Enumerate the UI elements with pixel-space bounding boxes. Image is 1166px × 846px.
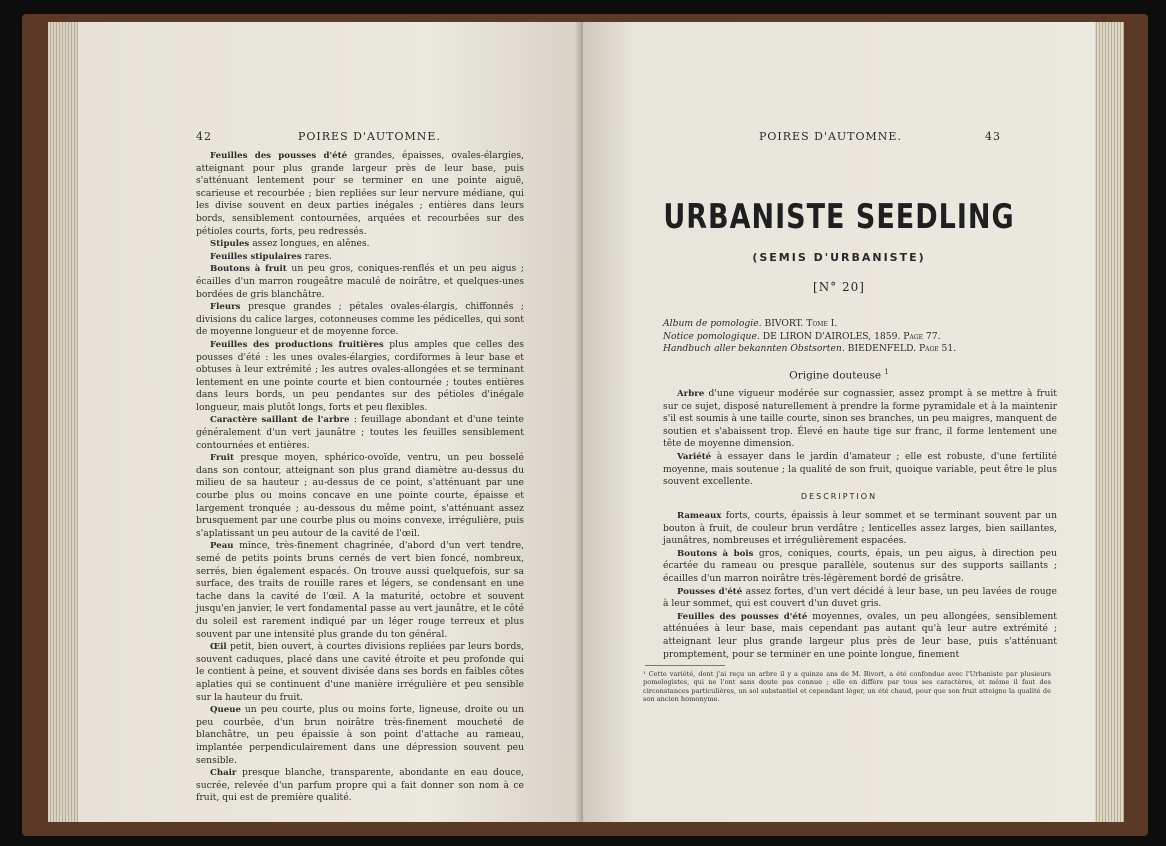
origin-note-mark: 1 — [884, 368, 889, 376]
right-page — [583, 22, 1095, 822]
left-paragraph-lead: Caractère saillant de l'arbre — [210, 415, 350, 426]
description-paragraph-text: forts, courts, épaissis à leur sommet et se terminant souvent par un bouton à fruit, de couleur brun verdâtre ; lenticelles assez larges, bien saillantes, jaunâtres, nombreuses et irrégulièrement espacées. — [663, 510, 1057, 547]
description-paragraph-lead: Pousses d'été — [677, 586, 743, 597]
left-paragraph-text: rares. — [301, 250, 332, 262]
left-paragraph — [196, 767, 524, 805]
origin-paragraph-lead: Variété — [677, 451, 712, 462]
right-running-head: POIRES D'AUTOMNE. — [759, 130, 902, 143]
left-paragraph-text: mince, très-finement chagrinée, d'abord d'un vert tendre, semé de petits points bruns cernés de vert bien foncé, nombreux, serrés, bien également espacés. On trouve aussi quelquefois, sur sa surface, des traits de rouille rares et légers, se condensant en une tache dans la cavité de l'œil. A la maturité, octobre et souvent jusqu'en janvier, le vert fondamental passe au vert jaunâtre, et le côté du soleil est rarement indiqué par un léger rouge terreux et plus souvent par une intensité plus grande du ton général. — [196, 540, 524, 640]
left-paragraph — [196, 641, 524, 704]
left-paragraph-lead: Œil — [210, 642, 227, 653]
description-heading: DESCRIPTION — [800, 492, 878, 501]
origin-paragraph-lead: Arbre — [677, 389, 705, 399]
citation-detail: DE LIRON D'AIROLES, 1859. Page 77. — [759, 330, 941, 342]
citation-work: Notice pomologique. — [663, 330, 760, 342]
left-paragraph — [196, 414, 524, 452]
footnote: ¹ Cette variété, dont j'ai reçu un arbre il y a quinze ans de M. Bivort, a été confondue avec l'Urbaniste par plusieurs pomologistes, qui ne l'ont sans doute pas connue ; elle en diffère par tous ses caractères, et même il faut des circonstances particulières, un sol substantiel et cependant léger, un été chaud, pour que son fruit atteigne la qualité de son ancien homonyme. — [643, 670, 1051, 704]
left-paragraph — [196, 452, 524, 540]
left-paragraph-lead: Queue — [210, 705, 241, 716]
description-paragraph-lead: Rameaux — [677, 511, 722, 521]
left-paragraph-lead: Fleurs — [210, 302, 241, 313]
right-page-edges — [1090, 22, 1124, 822]
left-paragraph-lead: Boutons à fruit — [210, 264, 287, 275]
left-paragraph — [196, 704, 524, 767]
description-paragraph-lead: Feuilles des pousses d'été — [677, 611, 808, 622]
description-paragraph-text: assez fortes, d'un vert décidé à leur base, un peu lavées de rouge à leur sommet, qui est couvert d'un duvet gris. — [663, 585, 1057, 610]
description-paragraph — [663, 510, 1057, 548]
citation-work: Handbuch aller bekannten Obstsorten. — [663, 343, 845, 354]
left-body-text — [196, 150, 524, 805]
citations — [663, 318, 956, 356]
left-paragraph-text: petit, bien ouvert, à courtes divisions repliées par leurs bords, souvent caduques, placé dans une cavité étroite et peu profonde qui le contient à peine, et souvent divisée dans ses bords en faibles côtes aplaties qui se continuent d'une manière irrégulière et peu sensible sur la hauteur du fruit. — [196, 641, 524, 703]
left-paragraph-text: un peu courte, plus ou moins forte, ligneuse, droite ou un peu courbée, d'un brun noirâtre très-finement moucheté de blanchâtre, un peu épaissie à son point d'attache au rameau, implantée perpendiculairement dans une dépression souvent peu sensible. — [196, 704, 524, 766]
origin-paragraph — [663, 451, 1057, 489]
article-number: [N° 20] — [813, 280, 865, 294]
citation-detail: BIEDENFELD. Page 51. — [844, 343, 957, 354]
description-paragraph-text: gros, coniques, courts, épais, un peu aigus, à direction peu écartée du rameau ou presque parallèle, soutenus sur des supports saillants ; écailles d'un marron noirâtre très-légèrement bordé de grisâtre. — [663, 547, 1057, 584]
description-paragraph-text: moyennes, ovales, un peu allongées, sensiblement atténuées à leur base, mais cependant pas autant qu'à leur autre extrémité ; atteignant leur plus grande largeur plus près de leur base, puis s'atténuant promptement, pour se terminer en une pointe longue, finement — [663, 610, 1057, 660]
left-paragraph — [196, 540, 524, 641]
left-paragraph-text: grandes, épaisses, ovales-élargies, atteignant pour plus grande largeur près de leur base, puis s'atténuant lentement pour se terminer en une pointe aiguë, scarieuse et recourbée ; bien repliées sur leur nervure médiane, qui les divise souvent en deux parties inégales ; entières dans leurs bords, sensiblement contournées, arquées et recourbées sur des pétioles courts, forts, peu redressés. — [196, 150, 524, 237]
left-paragraph-text: presque moyen, sphérico-ovoïde, ventru, un peu bosselé dans son contour, atteignant son plus grand diamètre au-dessus du milieu de sa hauteur ; au-dessus de ce point, s'atténuant par une courbe plus ou moins concave en une pointe courte, épaisse et largement tronquée ; au-dessous du même point, s'atténuant assez brusquement par une courbe plus ou moins convexe, irrégulière, puis s'aplatissant un peu autour de la cavité de l'œil. — [196, 452, 524, 539]
left-paragraph-lead: Stipules — [210, 239, 250, 250]
left-paragraph — [196, 339, 524, 415]
left-running-head: POIRES D'AUTOMNE. — [298, 130, 441, 143]
description-paragraph — [663, 586, 1057, 611]
article-title: URBANISTE SEEDLING — [663, 198, 1015, 237]
left-paragraph-text: presque blanche, transparente, abondante en eau douce, sucrée, relevée d'un parfum propre qui a fait donner son nom à ce fruit, qui est de première qualité. — [196, 767, 524, 804]
left-paragraph-text: plus amples que celles des pousses d'été : les unes ovales-élargies, cordiformes à leur base et obtuses à leur extrémité ; les autres ovales-allongées et se terminant lentement en une pointe courte et bien contournée ; toutes entières dans leurs bords, un peu pendantes sur des pétioles d'inégale longueur, mais plutôt longs, forts et peu flexibles. — [196, 338, 524, 413]
citation — [663, 318, 956, 331]
right-page-number: 43 — [985, 130, 1001, 143]
left-paragraph — [196, 150, 524, 238]
left-paragraph — [196, 301, 524, 339]
left-paragraph-lead: Feuilles des productions fruitières — [210, 339, 384, 350]
left-paragraph-text: : feuillage abondant et d'une teinte généralement d'un vert jaunâtre ; toutes les feuilles sensiblement contournées et entières. — [196, 414, 524, 451]
left-paragraph — [196, 263, 524, 301]
description-paragraph — [663, 611, 1057, 661]
left-paragraph-lead: Feuilles stipulaires — [210, 251, 302, 262]
origin-heading: Origine douteuse $^1$ — [789, 368, 889, 382]
left-paragraph-text: assez longues, en alênes. — [249, 238, 370, 250]
origin-paragraph-text: à essayer dans le jardin d'amateur ; elle est robuste, d'une fertilité moyenne, mais soutenue ; la qualité de son fruit, quoique variable, peut être le plus souvent excellente. — [663, 450, 1057, 488]
origin-paragraph-text: d'une vigueur modérée sur cognassier, assez prompt à se mettre à fruit sur ce sujet, disposé naturellement à prendre la forme pyramidale et à la maintenir s'il est soumis à une taille courte, sinon ses branches, un peu maigres, manquent de soutien et s'abaissent trop. Élevé en haute tige sur franc, il forme lentement une tête de moyenne dimension. — [663, 388, 1057, 450]
left-paragraph-lead: Peau — [210, 541, 234, 552]
description-paragraph-lead: Boutons à bois — [677, 548, 754, 559]
left-paragraph-text: presque grandes ; pétales ovales-élargis, chiffonnés ; divisions du calice larges, cotonneuses comme les pédicelles, qui sont de moyenne longueur et de moyenne force. — [196, 301, 524, 338]
left-page-edges — [48, 22, 82, 822]
article-subtitle: (SEMIS D'URBANISTE) — [752, 251, 926, 264]
origin-text — [663, 388, 1057, 489]
citation-detail: BIVORT. Tome I. — [761, 318, 838, 329]
footnote-rule — [645, 665, 725, 666]
description-text — [663, 510, 1057, 661]
left-paragraph-lead: Fruit — [210, 453, 234, 464]
left-paragraph-text: un peu gros, coniques-renflés et un peu aigus ; écailles d'un marron rougeâtre maculé de noirâtre, et quelques-unes bordées de gris blanchâtre. — [196, 263, 524, 300]
origin-paragraph — [663, 388, 1057, 451]
description-paragraph — [663, 548, 1057, 586]
citation — [663, 343, 956, 356]
left-page-number: 42 — [196, 130, 212, 143]
left-paragraph-lead: Chair — [210, 768, 237, 779]
citation-work: Album de pomologie. — [663, 318, 762, 329]
left-page — [78, 22, 583, 822]
citation — [663, 331, 956, 344]
left-paragraph — [196, 251, 524, 264]
left-paragraph — [196, 238, 524, 251]
left-paragraph-lead: Feuilles des pousses d'été — [210, 151, 348, 161]
